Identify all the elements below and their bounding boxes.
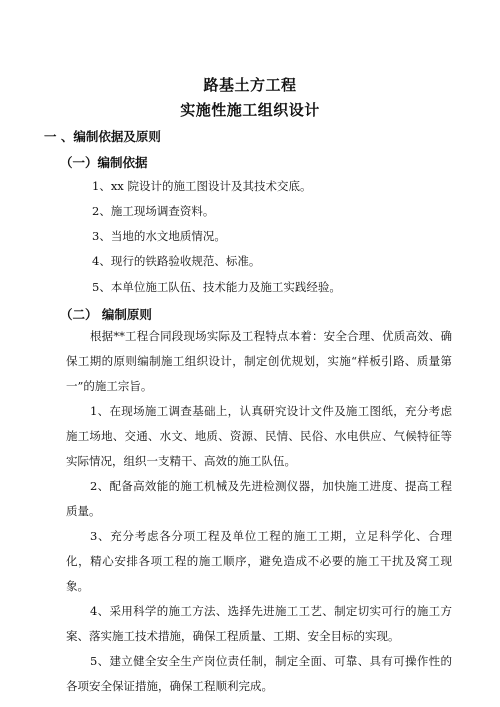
- basis-item: 2、施工现场调查资料。: [92, 204, 215, 218]
- principles-list: [66, 324, 452, 699]
- basis-item: 1、xx 院设计的施工图设计及其技术交底。: [92, 179, 312, 193]
- principle-paragraph: 5、建立健全安全生产岗位责任制，制定全面、可靠、具有可操作性的各项安全保证措施，确保工程顺利完成。: [66, 654, 452, 693]
- subsection-heading-principles: （二） 编制原则: [60, 307, 152, 322]
- basis-item: 4、现行的铁路验收规范、标准。: [92, 254, 261, 268]
- principle-paragraph: 1、在现场施工调查基础上，认真研究设计文件及施工图纸，充分考虑施工场地、交通、水文、地质、资源、民情、民俗、水电供应、气候特征等实际情况，组织一支精干、高效的施工队伍。: [66, 404, 452, 468]
- subsection-heading-basis: （一）编制依据: [60, 155, 148, 170]
- section-heading: 一 、编制依据及原则: [44, 129, 161, 144]
- basis-item: 5、本单位施工队伍、技术能力及施工实践经验。: [92, 280, 341, 294]
- principle-paragraph: 根据**工程合同段现场实际及工程特点本着：安全合理、优质高效、确保工期的原则编制施工组织设计，制定创优规划，实施“样板引路、质量第一”的施工宗旨。: [66, 329, 452, 393]
- basis-item: 3、当地的水文地质情况。: [92, 229, 226, 243]
- principle-paragraph: 3、充分考虑各分项工程及单位工程的施工工期，立足科学化、合理化，精心安排各项工程的施工顺序，避免造成不必要的施工干扰及窝工现象。: [66, 529, 452, 593]
- document-title: 路基土方工程: [203, 76, 297, 94]
- principle-paragraph: 2、配备高效能的施工机械及先进检测仪器，加快施工进度、提高工程质量。: [66, 479, 452, 518]
- document-subtitle: 实施性施工组织设计: [180, 101, 320, 119]
- principle-paragraph: 4、采用科学的施工方法、选择先进施工工艺、制定切实可行的施工方案、落实施工技术措施，确保工程质量、工期、安全目标的实现。: [66, 604, 452, 643]
